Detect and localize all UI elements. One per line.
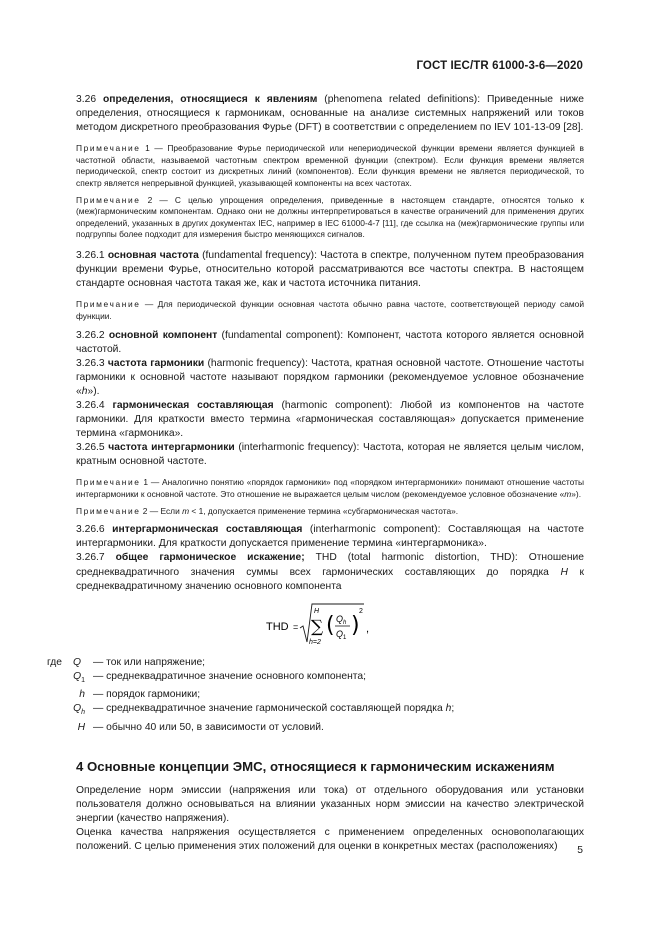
definition-row [47, 670, 584, 688]
note-5: Примечание 2 — Если m < 1, допускается применение термина «субгармоническая частота». [76, 505, 459, 516]
note-4: Примечание 1 — Аналогично понятию «порядок гармоники» под «порядком интергармоники» понимают отношение частоты интергармоники к основной частоте. Это отношение не выражается целым числом (рекомендуемое условное обозначение «m»). [76, 477, 584, 500]
page-content [47, 93, 584, 854]
def-symbol: Q [73, 703, 82, 715]
formula-lhs: THD [266, 620, 289, 633]
paragraph-3-26-6: 3.26.6 интергармоническая составляющая (interharmonic component): Составляющая на частоте интергармоники. Для краткости допускается применение термина «интергармоника». [76, 524, 584, 550]
clause-number: 3.26.5 [76, 442, 105, 454]
clause-number: 3.26.3 [76, 357, 105, 369]
thd-formula-graphic [266, 600, 386, 652]
term: частота гармоники [107, 357, 205, 369]
def-symbol: H [77, 721, 85, 733]
paragraph-3-26-5: 3.26.5 частота интергармоники (interharmonic frequency): Частота, которая не является целым числом, кратным основной частоте. [76, 442, 584, 468]
symbol-H: H [560, 566, 568, 578]
paragraph-3-26-2: 3.26.2 основной компонент (fundamental component): Компонент, частота которого является основной частотой. [76, 329, 584, 355]
numerator-sub: h [343, 619, 347, 626]
def-symbol: Q [73, 656, 82, 668]
def-tail-symbol: h [445, 703, 452, 715]
numerator-q: Q [336, 613, 344, 624]
sum-upper: H [314, 607, 320, 615]
denominator-q: Q [336, 628, 344, 639]
def-text: — обычно 40 или 50, в зависимости от условий. [93, 721, 324, 733]
definition-row [47, 656, 584, 670]
thd-formula [76, 600, 584, 652]
term: определения, относящиеся к явлениям [102, 94, 318, 105]
note-2: Примечание 2 — С целью упрощения определения, приведенные в настоящем стандарте, относятся только к (меж)гармоническим компонентам. Однако они не должны интерпретироваться в качестве ограничений для применения других определений, указанных в других документах IEC, например в IEC 61000-4-7 [11], где ссылка на (меж)гармонические группы или подгруппы более подходит для измерения быстро меняющихся сигналов. [76, 194, 584, 240]
right-paren: ) [351, 612, 360, 638]
paragraph-3-26: 3.26 определения, относящиеся к явлениям (phenomena related definitions): Приведенные ниже определения, относящиеся к гармоникам, основанные на анализе системных напряжений или токов методом дискретного преобразования Фурье (DFT) в соответствии с определением по IEV 101-13-09 [28]. [76, 94, 584, 134]
def-symbol: Q [73, 670, 82, 682]
clause-number: 3.26.2 [76, 329, 105, 341]
document-header: ГОСТ IEC/TR 61000-3-6—2020 [416, 60, 583, 72]
def-text: — ток или напряжение; [93, 656, 206, 668]
term: основная частота [107, 250, 199, 262]
term: гармоническая составляющая [112, 399, 274, 411]
left-paren: ( [326, 612, 335, 638]
definition-row: $Q_h$ — среднеквадратичное значение гармонической составляющей порядка h; [73, 703, 455, 717]
def-text: — порядок гармоники; [93, 689, 201, 701]
where-lead: где [47, 656, 63, 668]
term: основной компонент [108, 329, 218, 341]
clause-number: 3.26.7 [76, 552, 105, 564]
denominator-sub: 1 [343, 634, 347, 641]
paragraph-3-26-1: 3.26.1 основная частота (fundamental frequency): Частота в спектре, полученном путем преобразования функции времени Фурье, относительно которой рассматриваются все частоты спектра. В настоящем стандарте основная частота такая же, как и частота источника питания. [76, 250, 584, 290]
sum-symbol: ∑ [311, 616, 324, 637]
term: частота интергармоники [108, 442, 235, 454]
symbol-m: m [182, 505, 190, 516]
def-text: — среднеквадратичное значение гармонической составляющей порядка [93, 703, 446, 715]
paragraph-3-26-3: 3.26.3 частота гармоники (harmonic frequency): Частота, кратная основной частоте. Отношение частоты гармоники к основной частоте называют порядком гармоники (рекомендуемое условное обозначение «h»). [76, 357, 584, 397]
symbol-definitions [47, 656, 584, 735]
paragraph-3-26-4: 3.26.4 гармоническая составляющая (harmonic component): Любой из компонентов на частоте гармоники. Для краткости вместо термина «гармоническая составляющая» допускается применение термина «гармоника». [76, 399, 584, 440]
definition-row [47, 688, 584, 702]
formula-trail: , [366, 622, 370, 635]
note-label: Примечание [76, 299, 141, 310]
paragraph-3-26-7: 3.26.7 общее гармоническое искажение; THD (total harmonic distortion, THD): Отношение среднеквадратичного значения суммы всех гармонических составляющих до порядка H к среднеквадратичному значению основного компонента [76, 552, 584, 592]
note-label: Примечание [76, 477, 141, 488]
def-text: — среднеквадратичное значение основного компонента; [93, 670, 366, 682]
def-subscript: h [81, 709, 85, 717]
section-4-paragraph-1: Определение норм эмиссии (напряжения или тока) от отдельного оборудования или установки пользователя должно основываться на влиянии указанных норм эмиссии на качество электрической энергии (качество напряжения). [76, 784, 584, 824]
note-3: Примечание — Для периодической функции основная частота обычно равна частоте, соответствующей периоду самой функции. [76, 299, 584, 321]
note-1: Примечание 1 — Преобразование Фурье периодической или непериодической функции времени является функцией в частотной области, называемой частотным спектром временной функции (спектром). Если функция времени является периодической, спектр состоит из дискретных линий (компонентов). Если функция времени не является периодической, то спектр является непрерывной функцией, указывающей компоненты на всех частотах. [76, 143, 584, 189]
section-4-paragraph-2: Оценка качества напряжения осуществляется с применением определенных основополагающих положений. С целью применения этих положений для оценки в конкретных местах (расположениях) [76, 827, 584, 853]
clause-number: 3.26.4 [76, 399, 105, 411]
definition-row [47, 721, 584, 735]
sum-lower: h=2 [309, 638, 321, 646]
section-4-heading: 4 Основные концепции ЭМС, относящиеся к гармоническим искажениям [76, 758, 555, 774]
clause-number: 3.26 [76, 94, 97, 105]
symbol-m: m [564, 489, 572, 500]
formula-eq: = [293, 621, 299, 632]
def-symbol: h [79, 689, 85, 701]
term: интергармоническая составляющая [112, 524, 303, 536]
clause-number: 3.26.1 [76, 250, 105, 262]
note-label: Примечание [76, 505, 141, 516]
exponent: 2 [359, 607, 363, 615]
def-subscript: 1 [81, 676, 85, 684]
page-number: 5 [577, 845, 583, 856]
clause-number: 3.26.6 [76, 524, 105, 536]
term: общее гармоническое искажение; [115, 552, 305, 564]
note-label: Примечание [76, 194, 141, 205]
note-label: Примечание [76, 143, 141, 154]
symbol-h: h [81, 385, 88, 397]
